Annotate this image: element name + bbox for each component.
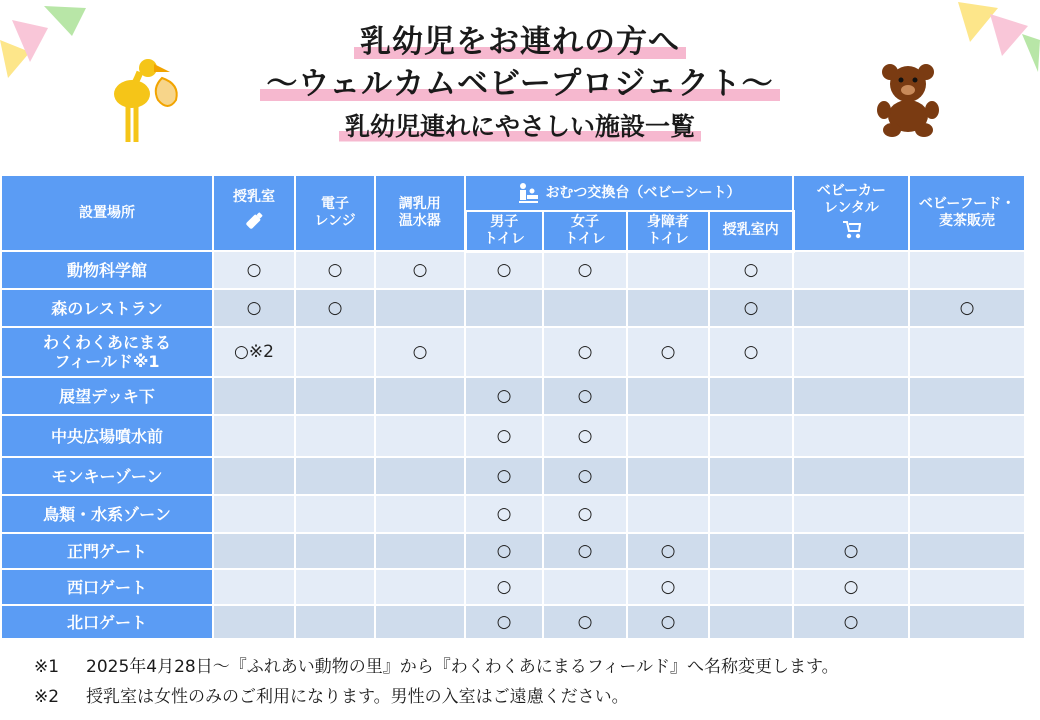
availability-cell [295, 327, 375, 377]
availability-cell [375, 415, 465, 457]
availability-cell: ○ [543, 605, 627, 639]
table-row [1, 415, 1025, 457]
availability-cell: ○ [465, 533, 543, 569]
availability-cell [793, 495, 909, 533]
availability-cell [709, 605, 793, 639]
availability-cell: ○ [627, 533, 709, 569]
availability-cell [543, 289, 627, 327]
place-cell: わくわくあにまる フィールド※1 [1, 327, 213, 377]
availability-cell [627, 415, 709, 457]
footnote-1: ※1 2025年4月28日〜『ふれあい動物の里』から『わくわくあにまるフィールド』へ名称変更します。 [34, 657, 839, 677]
table-row [1, 289, 1025, 327]
availability-cell [213, 377, 295, 415]
stroller-icon [840, 219, 862, 239]
availability-cell [375, 605, 465, 639]
availability-cell [213, 495, 295, 533]
availability-cell: ○ [465, 495, 543, 533]
availability-cell: ○ [543, 457, 627, 495]
availability-cell [909, 251, 1025, 289]
facility-table [0, 174, 1026, 640]
availability-cell: ○ [543, 495, 627, 533]
availability-cell: ○ [909, 289, 1025, 327]
place-cell: 正門ゲート [1, 533, 213, 569]
availability-cell [627, 251, 709, 289]
place-cell: 北口ゲート [1, 605, 213, 639]
availability-cell: ○ [465, 415, 543, 457]
baby-bottle-icon [243, 210, 265, 232]
availability-cell [793, 415, 909, 457]
availability-cell: ○ [543, 251, 627, 289]
footnote-2: ※2 授乳室は女性のみのご利用になります。男性の入室はご遠慮ください。 [34, 687, 629, 707]
footnotes [34, 652, 839, 712]
availability-cell: ○ [543, 533, 627, 569]
availability-cell [909, 327, 1025, 377]
availability-cell: ○ [213, 289, 295, 327]
header-diaper-women: 女子 トイレ [543, 211, 627, 251]
availability-cell [213, 533, 295, 569]
availability-cell: ○ [793, 605, 909, 639]
availability-cell: ○ [465, 457, 543, 495]
header-diaper-accessible: 身障者 トイレ [627, 211, 709, 251]
table-row [1, 251, 1025, 289]
availability-cell: ○ [375, 251, 465, 289]
availability-cell [709, 415, 793, 457]
availability-cell [627, 495, 709, 533]
availability-cell [627, 457, 709, 495]
place-cell: 中央広場噴水前 [1, 415, 213, 457]
availability-cell [627, 289, 709, 327]
availability-cell: ○ [543, 415, 627, 457]
availability-cell [909, 495, 1025, 533]
availability-cell [295, 533, 375, 569]
place-cell: モンキーゾーン [1, 457, 213, 495]
header-stroller: ベビーカー レンタル [793, 175, 909, 251]
page-subtitle: 乳幼児連れにやさしい施設一覧 [339, 110, 701, 144]
table-row [1, 569, 1025, 605]
availability-cell [465, 327, 543, 377]
availability-cell [909, 415, 1025, 457]
availability-cell [295, 415, 375, 457]
availability-cell [375, 569, 465, 605]
availability-cell [627, 377, 709, 415]
availability-cell: ○ [627, 569, 709, 605]
availability-cell: ○ [709, 327, 793, 377]
availability-cell [793, 327, 909, 377]
availability-cell [709, 495, 793, 533]
table-row [1, 457, 1025, 495]
header-place: 設置場所 [1, 175, 213, 251]
availability-cell: ○ [627, 605, 709, 639]
availability-cell [213, 415, 295, 457]
availability-cell [709, 533, 793, 569]
place-cell: 森のレストラン [1, 289, 213, 327]
table-row [1, 533, 1025, 569]
header-nursing-room: 授乳室 [213, 175, 295, 251]
table-row [1, 495, 1025, 533]
availability-cell [375, 289, 465, 327]
availability-cell [543, 569, 627, 605]
availability-cell: ○ [465, 251, 543, 289]
availability-cell [709, 457, 793, 495]
availability-cell [375, 457, 465, 495]
availability-cell [709, 569, 793, 605]
availability-cell: ○※2 [213, 327, 295, 377]
availability-cell [375, 495, 465, 533]
availability-cell: ○ [709, 289, 793, 327]
availability-cell [909, 533, 1025, 569]
availability-cell [213, 605, 295, 639]
availability-cell [709, 377, 793, 415]
availability-cell [295, 377, 375, 415]
availability-cell: ○ [627, 327, 709, 377]
header-microwave: 電子 レンジ [295, 175, 375, 251]
availability-cell: ○ [709, 251, 793, 289]
table-row [1, 377, 1025, 415]
availability-cell [213, 569, 295, 605]
header-diaper-men: 男子 トイレ [465, 211, 543, 251]
page-title: 乳幼児をお連れの方へ [354, 22, 686, 62]
place-cell: 西口ゲート [1, 569, 213, 605]
availability-cell: ○ [793, 533, 909, 569]
availability-cell [909, 605, 1025, 639]
table-row [1, 605, 1025, 639]
availability-cell [375, 377, 465, 415]
availability-cell: ○ [793, 569, 909, 605]
header-diaper-group: おむつ交換台（ベビーシート） [465, 175, 793, 211]
availability-cell [295, 495, 375, 533]
table-row [1, 327, 1025, 377]
place-cell: 展望デッキ下 [1, 377, 213, 415]
availability-cell [793, 377, 909, 415]
page-title-line2: 〜ウェルカムベビープロジェクト〜 [260, 64, 779, 104]
availability-cell [909, 457, 1025, 495]
availability-cell [375, 533, 465, 569]
availability-cell: ○ [295, 289, 375, 327]
availability-cell: ○ [465, 569, 543, 605]
place-cell: 鳥類・水系ゾーン [1, 495, 213, 533]
availability-cell [213, 457, 295, 495]
availability-cell: ○ [375, 327, 465, 377]
availability-cell: ○ [543, 377, 627, 415]
availability-cell [793, 289, 909, 327]
availability-cell [909, 569, 1025, 605]
availability-cell [295, 457, 375, 495]
availability-cell [465, 289, 543, 327]
availability-cell: ○ [543, 327, 627, 377]
diaper-change-icon [517, 182, 539, 204]
availability-cell [295, 605, 375, 639]
title-block [0, 22, 1040, 144]
header-baby-food: ベビーフード・ 麦茶販売 [909, 175, 1025, 251]
availability-cell [793, 457, 909, 495]
availability-cell: ○ [465, 377, 543, 415]
availability-cell [793, 251, 909, 289]
place-cell: 動物科学館 [1, 251, 213, 289]
header-diaper-nursing-room: 授乳室内 [709, 211, 793, 251]
header-water-heater: 調乳用 温水器 [375, 175, 465, 251]
availability-cell: ○ [213, 251, 295, 289]
availability-cell [295, 569, 375, 605]
availability-cell: ○ [295, 251, 375, 289]
availability-cell [909, 377, 1025, 415]
availability-cell: ○ [465, 605, 543, 639]
